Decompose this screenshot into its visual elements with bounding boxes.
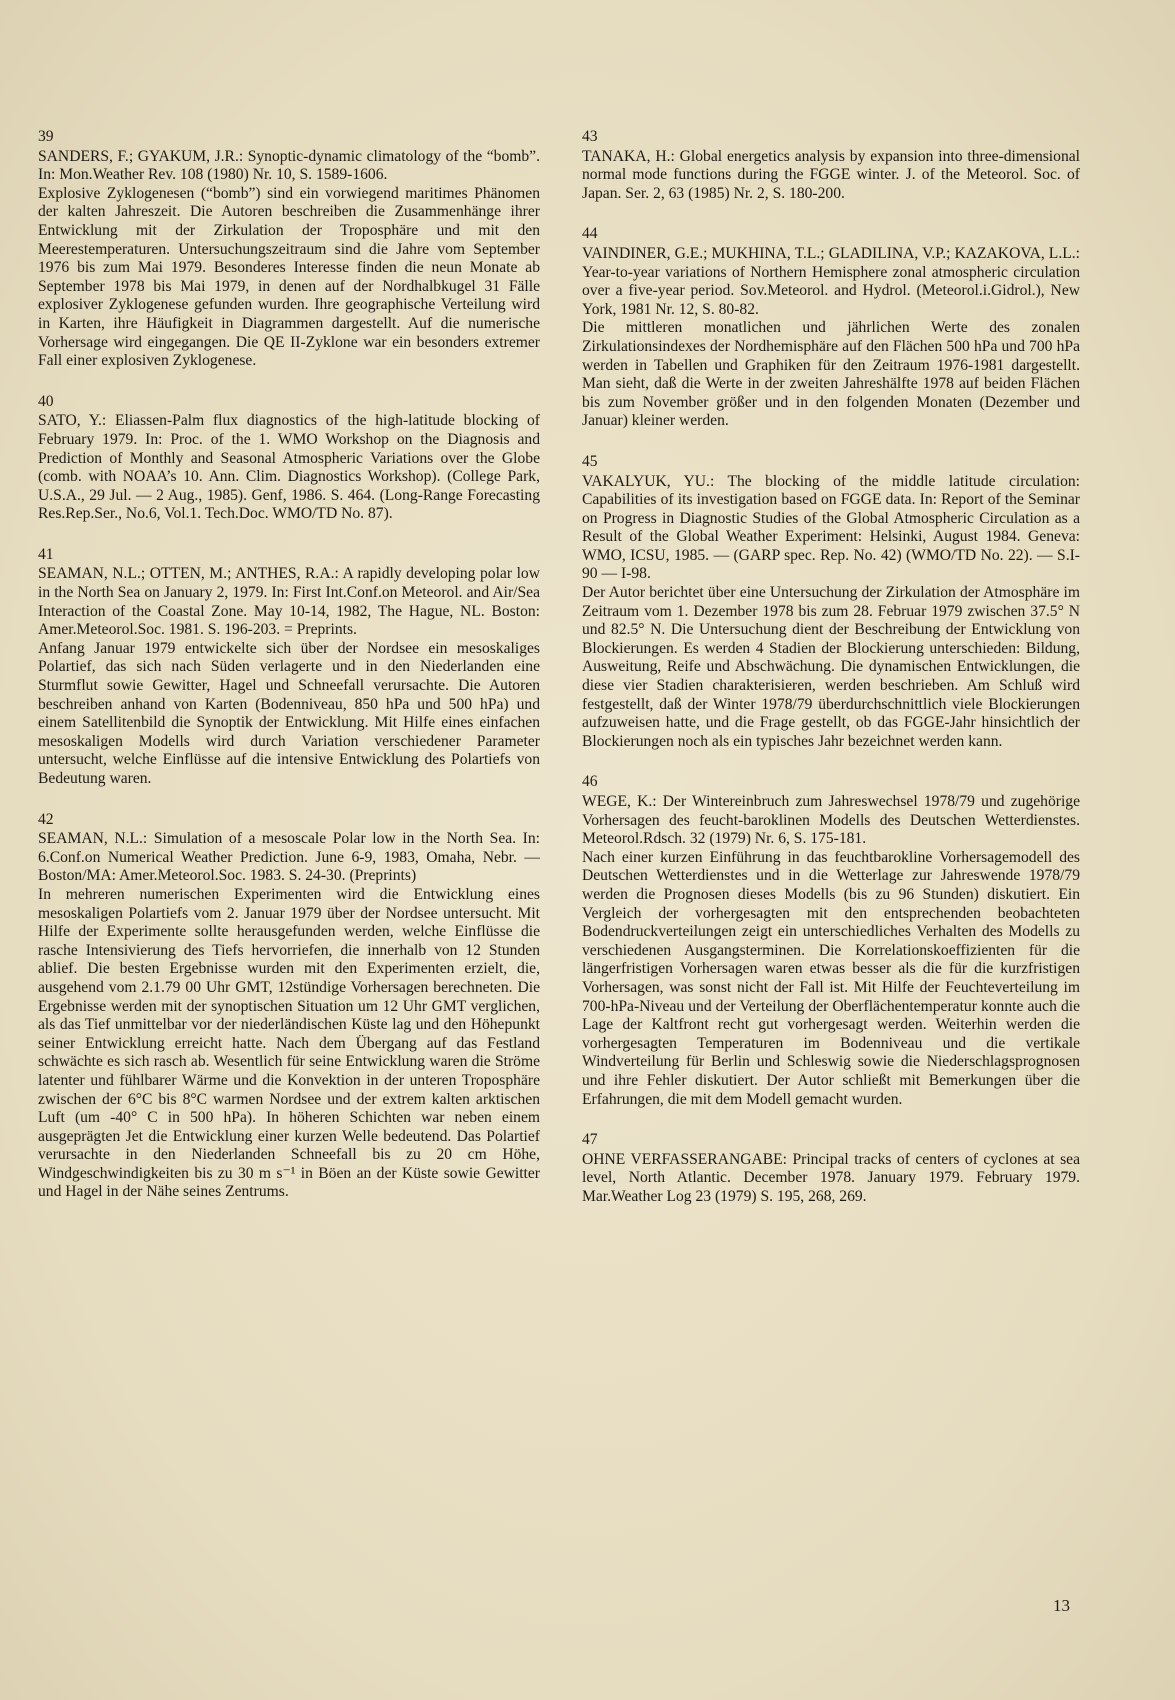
- entry-number: 39: [38, 128, 54, 145]
- entry-reference: SATO, Y.: Eliassen-Palm flux diagnostics of the high-latitude blocking of February 1979. In: Proc. of the 1. WMO Workshop on the Diagnosis and Prediction of Monthly and Seasonal Atmospheric Variations over the Globe (comb. with NOAA’s 10. Ann. Clim. Diagnostics Workshop). (College Park, U.S.A., 29 Jul. — 2 Aug., 1985). Genf, 1986. S. 464. (Long-Range Forecasting Res.Rep.Ser., No.6, Vol.1. Tech.Doc. WMO/TD No. 87).: [38, 412, 540, 523]
- entry-abstract: Die mittleren monatlichen und jährlichen Werte des zonalen Zirkulationsindexes der Nordhemisphäre auf den Flächen 500 hPa und 700 hPa werden in Tabellen und Graphiken für den Zeitraum 1976-1981 dargestellt. Man sieht, daß die Werte in der zweiten Jahreshälfte 1978 auf beiden Flächen bis zum November größer und in den folgenden Monaten (Dezember und Januar) kleiner werden.: [582, 319, 1080, 430]
- entry-reference: VAKALYUK, YU.: The blocking of the middle latitude circulation: Capabilities of its investigation based on FGGE data. In: Report of the Seminar on Progress in Diagnostic Studies of the Global Atmospheric Circulation as a Result of the Global Weather Experiment: Helsinki, August 1984. Geneva: WMO, ICSU, 1985. — (GARP spec. Rep. No. 42) (WMO/TD No. 22). — S.I-90 — I-98.: [582, 472, 1080, 583]
- entry-number: 45: [582, 452, 598, 470]
- entry-44: [582, 225, 1080, 431]
- left-column: [38, 128, 540, 1224]
- entry-reference: VAINDINER, G.E.; MUKHINA, T.L.; GLADILINA, V.P.; KAZAKOVA, L.L.: Year-to-year variations of Northern Hemisphere zonal atmospheric circulation over a five-year period. Sov.Meteorol. and Hydrol. (Meteorol.i.Gidrol.), New York, 1981 Nr. 12, S. 80-82.: [582, 244, 1080, 318]
- entry-reference: WEGE, K.: Der Wintereinbruch zum Jahreswechsel 1978/79 und zugehörige Vorhersagen des feucht-baroklinen Modells des Deutschen Wetterdienstes. Meteorol.Rdsch. 32 (1979) Nr. 6, S. 175-181.: [582, 793, 1080, 848]
- entry-abstract: In mehreren numerischen Experimenten wird die Entwicklung eines mesoskaligen Polartiefs vom 2. Januar 1979 über der Nordsee untersucht. Mit Hilfe der Experimente sollte herausgefunden werden, welche Einflüsse die rasche Intensivierung des Tiefs hervorriefen, die innerhalb von 12 Stunden ablief. Die besten Ergebnisse wurden mit den Experimenten erzielt, die, ausgehend vom 2.1.79 00 Uhr GMT, 12stündige Vorhersagen berechneten. Die Ergebnisse werden mit der synoptischen Situation um 12 Uhr GMT verglichen, als das Tief unmittelbar vor der niederländischen Küste lag und den Höhepunkt seiner Entwicklung erreicht hatte. Nach dem Übergang auf das Festland schwächte es sich rasch ab. Wesentlich für seine Entwicklung waren die Ströme latenter und fühlbarer Wärme und die Konvektion in der unteren Troposphäre zwischen der 6°C bis 8°C warmen Nordsee und der extrem kalten arktischen Luft (um -40° C in 500 hPa). In höheren Schichten war neben einem ausgeprägten Jet die Entwicklung einer kurzen Welle bedeutend. Das Polartief verursachte in den Niederlanden Schneefall bis zu 20 cm Höhe, Windgeschwindigkeiten bis zu 30 m s⁻¹ in Böen an der Küste sowie Gewitter und Hagel in der Nähe seines Zentrums.: [38, 885, 540, 1201]
- entry-42: [38, 811, 540, 1202]
- entry-40: [38, 393, 540, 524]
- entry-abstract: Explosive Zyklogenesen (“bomb”) sind ein vorwiegend maritimes Phänomen der kalten Jahreszeit. Die Autoren beschreiben die Zusammenhänge ihrer Entwicklung mit der Zirkulation der Troposphäre und mit den Meerestemperaturen. Untersuchungszeitraum sind die Jahre vom September 1976 bis zum Mai 1979. Besonderes Interesse finden die neun Monate ab September 1978 bis Mai 1979, in denen auf der Nordhalbkugel 31 Fälle explosiver Zyklogenese gefunden wurden. Ihre geographische Verteilung wird in Karten, ihre Häufigkeit in Diagrammen dargestellt. Auf die numerische Vorhersage wird eingegangen. Die QE II-Zyklone war ein besonders extremer Fall einer explosiven Zyklogenese.: [38, 184, 540, 370]
- entry-41: [38, 546, 540, 789]
- right-column: [582, 128, 1080, 1228]
- entry-reference: SEAMAN, N.L.: Simulation of a mesoscale Polar low in the North Sea. In: 6.Conf.on Numerical Weather Prediction. June 6-9, 1983, Omaha, Nebr. — Boston/MA: Amer.Meteorol.Soc. 1983. S. 24-30. (Preprints): [38, 830, 540, 885]
- entry-abstract: Anfang Januar 1979 entwickelte sich über der Nordsee ein mesoskaliges Polartief, das sich nach Süden verlagerte und in den Niederlanden eine Sturmflut sowie Gewitter, Hagel und Schneefall verursachte. Die Autoren beschreiben anhand von Karten (Bodenniveau, 850 hPa und 500 hPa) und einem Satellitenbild die Synoptik der Entwicklung. Mit Hilfe eines einfachen mesoskaligen Modells wird durch Variation verschiedener Parameter untersucht, welche Einflüsse auf die intensive Entwicklung des Polartiefs von Bedeutung waren.: [38, 639, 540, 787]
- entry-number: 40: [38, 392, 54, 410]
- entry-43: [582, 128, 1080, 203]
- entry-abstract: Der Autor berichtet über eine Untersuchung der Zirkulation der Atmosphäre im Zeitraum vom 1. Dezember 1978 bis zum 28. Februar 1979 zwischen 37.5° N und 82.5° N. Die Untersuchung dient der Beschreibung der Entwicklung von Blockierungen. Es werden 4 Stadien der Blockierung unterschieden: Bildung, Ausweitung, Reife und Abschwächung. Die dynamischen Entwicklungen, die diese vier Stadien charakterisieren, werden beschrieben. Am Schluß wird festgestellt, daß der Winter 1978/79 überdurchschnittlich viele Blockierungen aufzuweisen hatte, und die Frage gestellt, ob das FGGE-Jahr hinsichtlich der Blockierungen noch als ein typisches Jahr bezeichnet werden kann.: [582, 584, 1080, 750]
- entry-number: 42: [38, 810, 54, 828]
- entry-47: [582, 1131, 1080, 1206]
- page-number: 13: [1053, 1596, 1070, 1615]
- entry-number: 41: [38, 545, 54, 563]
- entry-abstract: Nach einer kurzen Einführung in das feuchtbarokline Vorhersagemodell des Deutschen Wetterdienstes und in die Wetterlage zur Jahreswende 1978/79 werden die Prognosen dieses Modells (bis zu 96 Stunden) diskutiert. Ein Vergleich der vorhergesagten mit den entsprechenden beobachteten Bodendruckverteilungen zeigt ein unterschiedliches Verhalten des Modells zu verschiedenen Ausgangsterminen. Die Korrelationskoeffizienten für die längerfristigen Vorhersagen waren etwas besser als die für die kurzfristigen Vorhersagen, was sonst nicht der Fall ist. Mit Hilfe der Feuchteverteilung im 700-hPa-Niveau und der Verteilung der Oberflächentemperatur konnte auch die Lage der Kaltfront recht gut vorhergesagt werden. Weiterhin werden die vorhergesagten Temperaturen im Bodenniveau und die vertikale Windverteilung für Berlin und Schleswig sowie die Niederschlagsprognosen und ihre Fehler diskutiert. Der Autor schließt mit Bemerkungen über die Erfahrungen, die mit dem Modell gemacht wurden.: [582, 848, 1080, 1108]
- entry-reference: SANDERS, F.; GYAKUM, J.R.: Synoptic-dynamic climatology of the “bomb”. In: Mon.Weather Rev. 108 (1980) Nr. 10, S. 1589-1606.: [38, 147, 540, 184]
- entry-reference: OHNE VERFASSERANGABE: Principal tracks of centers of cyclones at sea level, North Atlantic. December 1978. January 1979. February 1979. Mar.Weather Log 23 (1979) S. 195, 268, 269.: [582, 1150, 1080, 1205]
- entry-number: 44: [582, 225, 598, 243]
- entry-number: 47: [582, 1131, 598, 1149]
- entry-number: 46: [582, 773, 598, 791]
- entry-number: 43: [582, 128, 598, 145]
- entry-39: [38, 128, 540, 371]
- entry-reference: TANAKA, H.: Global energetics analysis by expansion into three-dimensional normal mode functions during the FGGE winter. J. of the Meteorol. Soc. of Japan. Ser. 2, 63 (1985) Nr. 2, S. 180-200.: [582, 147, 1080, 202]
- entry-45: [582, 453, 1080, 752]
- entry-reference: SEAMAN, N.L.; OTTEN, M.; ANTHES, R.A.: A rapidly developing polar low in the North Sea on January 2, 1979. In: First Int.Conf.on Meteorol. and Air/Sea Interaction of the Coastal Zone. May 10-14, 1982, The Hague, NL. Boston: Amer.Meteorol.Soc. 1981. S. 196-203. = Preprints.: [38, 565, 540, 639]
- entry-46: [582, 773, 1080, 1109]
